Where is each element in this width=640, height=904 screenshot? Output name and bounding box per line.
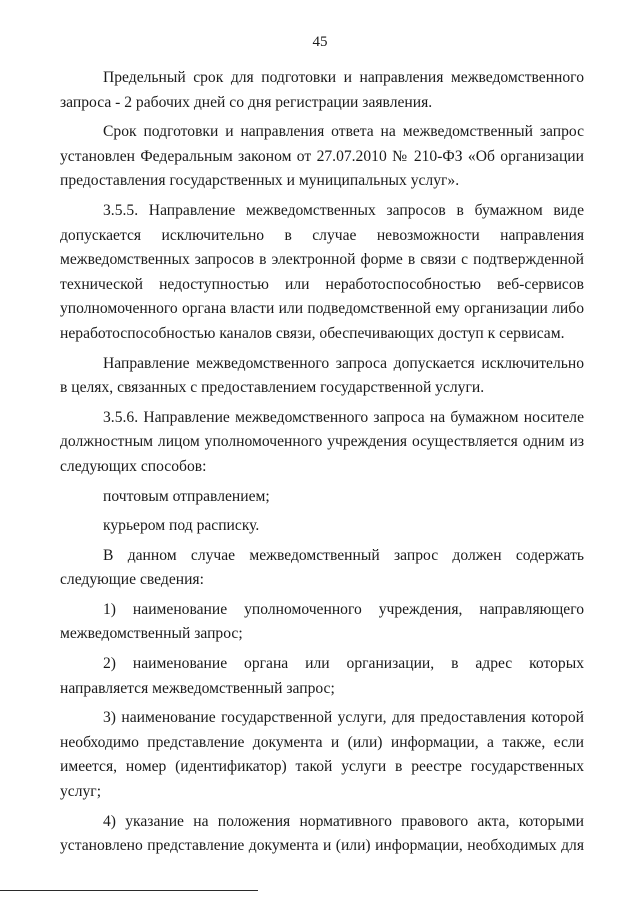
paragraph-3-5-5: 3.5.5. Направление межведомственных запросов в бумажном виде допускается исключительно в случае невозможности направления межведомственных запросов в электронной форме в связи с подтвержденной технической недоступностью или неработоспособностью веб-сервисов уполномоченного органа власти или подведомственной ему организации либо неработоспособностью каналов связи, обеспечивающих доступ к сервисам. [60,201,584,342]
list-item-3: 3) наименование государственной услуги, для предоставления которой необходимо представление документа и (или) информации, а также, если имеется, номер (идентификатор) такой услуги в реестре государственных услуг; [60,709,584,801]
list-item-4: 4) указание на положения нормативного правового акта, которыми установлено представление документа и (или) информации, необходимых для [60,812,584,855]
list-item-1: 1) наименование уполномоченного учреждения, направляющего межведомственный запрос; [60,600,584,643]
page-number: 45 [312,34,328,50]
document-body [60,66,584,864]
paragraph-purpose: Направление межведомственного запроса допускается исключительно в целях, связанных с предоставлением государственной услуги. [60,354,584,397]
list-item-courier: курьером под расписку. [103,517,260,535]
paragraph-response-term: Срок подготовки и направления ответа на межведомственный запрос установлен Федеральным законом от 27.07.2010 № 210-ФЗ «Об организации предоставления государственных и муниципальных услуг». [60,123,584,190]
footer-rule [0,890,258,891]
paragraph-3-5-6: 3.5.6. Направление межведомственного запроса на бумажном носителе должностным лицом уполномоченного учреждения осуществляется одним из следующих способов: [60,408,584,475]
list-item-2: 2) наименование органа или организации, в адрес которых направляется межведомственный запрос; [60,655,584,697]
paragraph-deadline: Предельный срок для подготовки и направления межведомственного запроса - 2 рабочих дней со дня регистрации заявления. [60,69,584,111]
list-item-mail: почтовым отправлением; [103,487,270,505]
paragraph-required-info: В данном случае межведомственный запрос должен содержать следующие сведения: [60,546,584,589]
